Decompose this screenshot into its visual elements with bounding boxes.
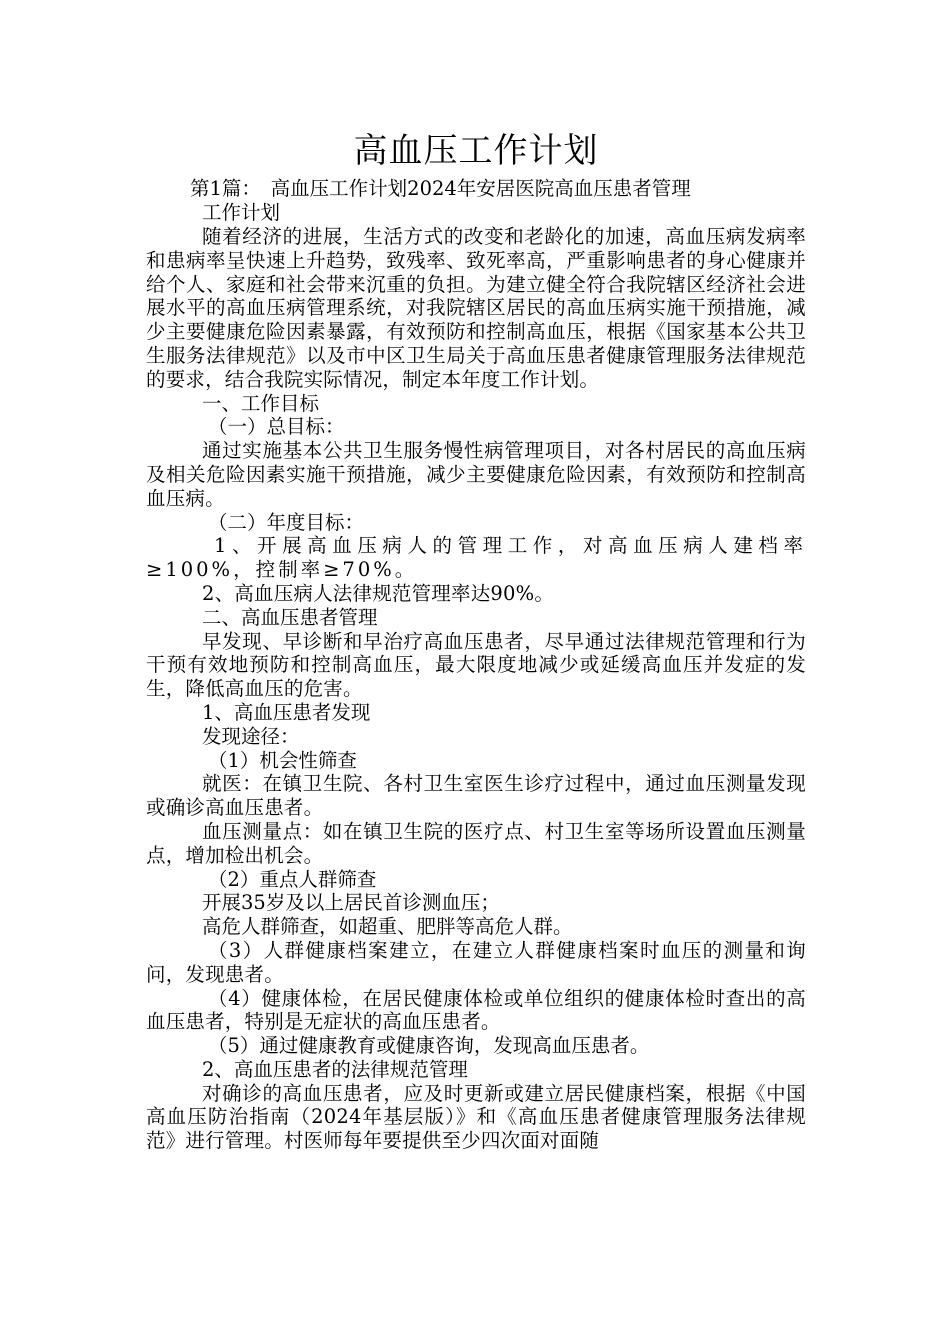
high-risk-screening-line: 高危人群筛查，如超重、肥胖等高危人群。 xyxy=(202,915,573,939)
bp-measurement-point-paragraph: 血压测量点：如在镇卫生院的医疗点、村卫生室等场所设置血压测量点，增加检出机会。 xyxy=(146,819,806,867)
clinic-visit-paragraph: 就医：在镇卫生院、各村卫生室医生诊疗过程中，通过血压测量发现或确诊高血压患者。 xyxy=(146,772,806,820)
article-heading-continued: 工作计划 xyxy=(202,201,281,224)
diagnosed-patient-paragraph: 对确诊的高血压患者，应及时更新或建立居民健康档案，根据《中国高血压防治指南（2024年基层版）》和《高血压患者健康管理服务法律规范》进行管理。村医师每年要提供至少四次面对面随 xyxy=(146,1081,806,1153)
subsection-heading-annual-goal: （二）年度目标： xyxy=(208,510,365,534)
subsection-heading-standard-management: 2、高血压患者的法律规范管理 xyxy=(202,1057,468,1081)
article-heading: 第1篇： 高血压工作计划2024年安居医院高血压患者管理 xyxy=(190,177,691,200)
document-title: 高血压工作计划 xyxy=(353,131,599,171)
intro-paragraph: 随着经济的进展，生活方式的改变和老龄化的加速，高血压病发病率和患病率呈快速上升趋势，致残率、致死率高，严重影响患者的身心健康并给个人、家庭和社会带来沉重的负担。为建立健全符合我院辖区经济社会进展水平的高血压病管理系统，对我院辖区居民的高血压病实施干预措施，减少主要健康危险因素暴露，有效预防和控制高血压，根据《国家基本公共卫生服务法律规范》以及市中区卫生局关于高血压患者健康管理服务法律规范的要求，结合我院实际情况，制定本年度工作计划。 xyxy=(146,225,806,391)
document-page xyxy=(146,128,806,1153)
management-paragraph: 早发现、早诊断和早治疗高血压患者，尽早通过法律规范管理和行为干预有效地预防和控制高血压，最大限度地减少或延缓高血压并发症的发生，降低高血压的危害。 xyxy=(146,629,806,701)
health-records-paragraph: （3）人群健康档案建立，在建立人群健康档案时血压的测量和询问，发现患者。 xyxy=(146,938,806,986)
detection-channels-label: 发现途径： xyxy=(202,724,300,748)
subsection-heading-detection: 1、高血压患者发现 xyxy=(202,700,371,724)
key-population-screening-heading: （2）重点人群筛查 xyxy=(208,867,377,891)
overall-goal-paragraph: 通过实施基本公共卫生服务慢性病管理项目，对各村居民的高血压病及相关危险因素实施干预措施，减少主要健康危险因素，有效预防和控制高血压病。 xyxy=(146,439,806,510)
section-heading-management: 二、高血压患者管理 xyxy=(202,605,378,629)
annual-target-1: 1、开展高血压病人的管理工作，对高血压病人建档率≥100%，控制率≥70%。 xyxy=(146,534,806,582)
age-35-screening-line: 开展35岁及以上居民首诊测血压； xyxy=(202,891,500,915)
section-heading-goals: 一、工作目标 xyxy=(202,391,320,415)
subsection-heading-overall-goal: （一）总目标： xyxy=(208,415,345,439)
annual-target-2: 2、高血压病人法律规范管理率达90%。 xyxy=(202,581,555,605)
opportunistic-screening-heading: （1）机会性筛查 xyxy=(208,748,357,772)
health-education-line: （5）通过健康教育或健康咨询，发现高血压患者。 xyxy=(208,1034,650,1058)
health-checkup-paragraph: （4）健康体检，在居民健康体检或单位组织的健康体检时查出的高血压患者，特别是无症状的高血压患者。 xyxy=(146,986,806,1034)
